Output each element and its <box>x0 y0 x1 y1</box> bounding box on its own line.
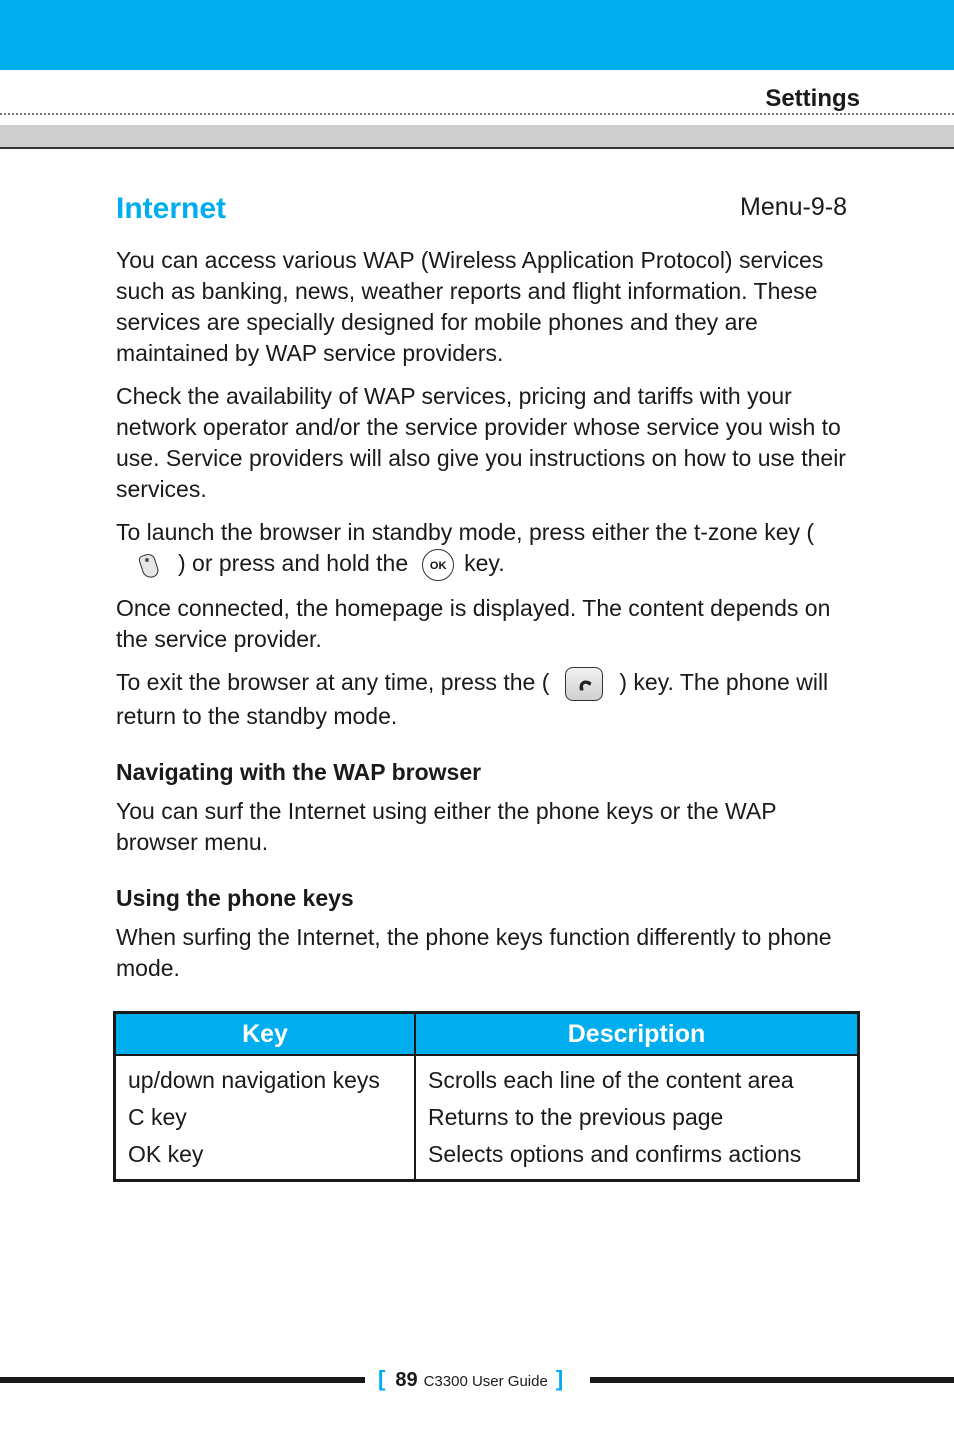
footer-rule-left <box>0 1377 365 1383</box>
table-row <box>115 1099 859 1136</box>
launch-text-middle: ) or press and hold the <box>178 550 409 576</box>
paragraph-connected: Once connected, the homepage is displayed. The content depends on the service provider. <box>116 594 831 652</box>
paragraph-intro: You can access various WAP (Wireless Application Protocol) services such as banking, news, weather reports and flight information. These services are specially designed for mobile phones and they are maintained by WAP service providers. <box>116 247 824 366</box>
t-zone-key-icon <box>138 552 160 578</box>
table-cell-key: up/down navigation keys <box>115 1055 416 1099</box>
exit-text-after: ) key. The phone will return to the standby mode. <box>116 669 829 729</box>
heading-navigating: Navigating with the WAP browser <box>116 758 482 785</box>
table-header-row <box>115 1013 859 1056</box>
table-header-key: Key <box>115 1013 416 1056</box>
section-label: Settings <box>765 85 860 112</box>
paragraph-navigating: You can surf the Internet using either the phone keys or the WAP browser menu. <box>116 797 777 855</box>
paragraph-exit <box>116 667 861 732</box>
page-number: 89 <box>395 1369 418 1391</box>
table-cell-description: Scrolls each line of the content area <box>428 1067 794 1093</box>
key-function-table <box>113 1011 860 1182</box>
table-cell-key: OK key <box>115 1136 416 1181</box>
launch-text-after: key. <box>464 550 505 576</box>
footer-open-bracket: [ <box>378 1366 386 1391</box>
paragraph-availability: Check the availability of WAP services, pricing and tariffs with your network operator and/or the service provider whose service you wish to use. Service providers will also give you instructions on how to use their services. <box>116 383 846 502</box>
table-header-description: Description <box>415 1013 859 1056</box>
guide-name: C3300 User Guide <box>423 1373 548 1390</box>
table-row <box>115 1055 859 1099</box>
header-grey-band <box>0 125 954 149</box>
table-cell-description: Selects options and confirms actions <box>428 1141 802 1167</box>
footer-page-info <box>378 1366 563 1392</box>
paragraph-phone-keys: When surfing the Internet, the phone keys function differently to phone mode. <box>116 923 832 981</box>
table-row <box>115 1136 859 1181</box>
table-cell-key: C key <box>115 1099 416 1136</box>
footer-close-bracket: ] <box>555 1366 564 1391</box>
exit-text-before: To exit the browser at any time, press the ( <box>116 669 550 695</box>
dotted-divider <box>0 113 954 115</box>
page-title: Internet <box>116 192 227 225</box>
menu-code: Menu-9-8 <box>740 193 847 221</box>
main-content <box>116 245 861 996</box>
end-key-icon <box>565 667 603 701</box>
table-cell-description: Returns to the previous page <box>428 1104 724 1130</box>
ok-key-icon: OK <box>422 549 454 581</box>
paragraph-launch <box>116 517 861 581</box>
header-band <box>0 0 954 70</box>
launch-text-before: To launch the browser in standby mode, press either the t-zone key ( <box>116 519 815 545</box>
footer-rule-right <box>590 1377 954 1383</box>
heading-phone-keys: Using the phone keys <box>116 884 354 911</box>
